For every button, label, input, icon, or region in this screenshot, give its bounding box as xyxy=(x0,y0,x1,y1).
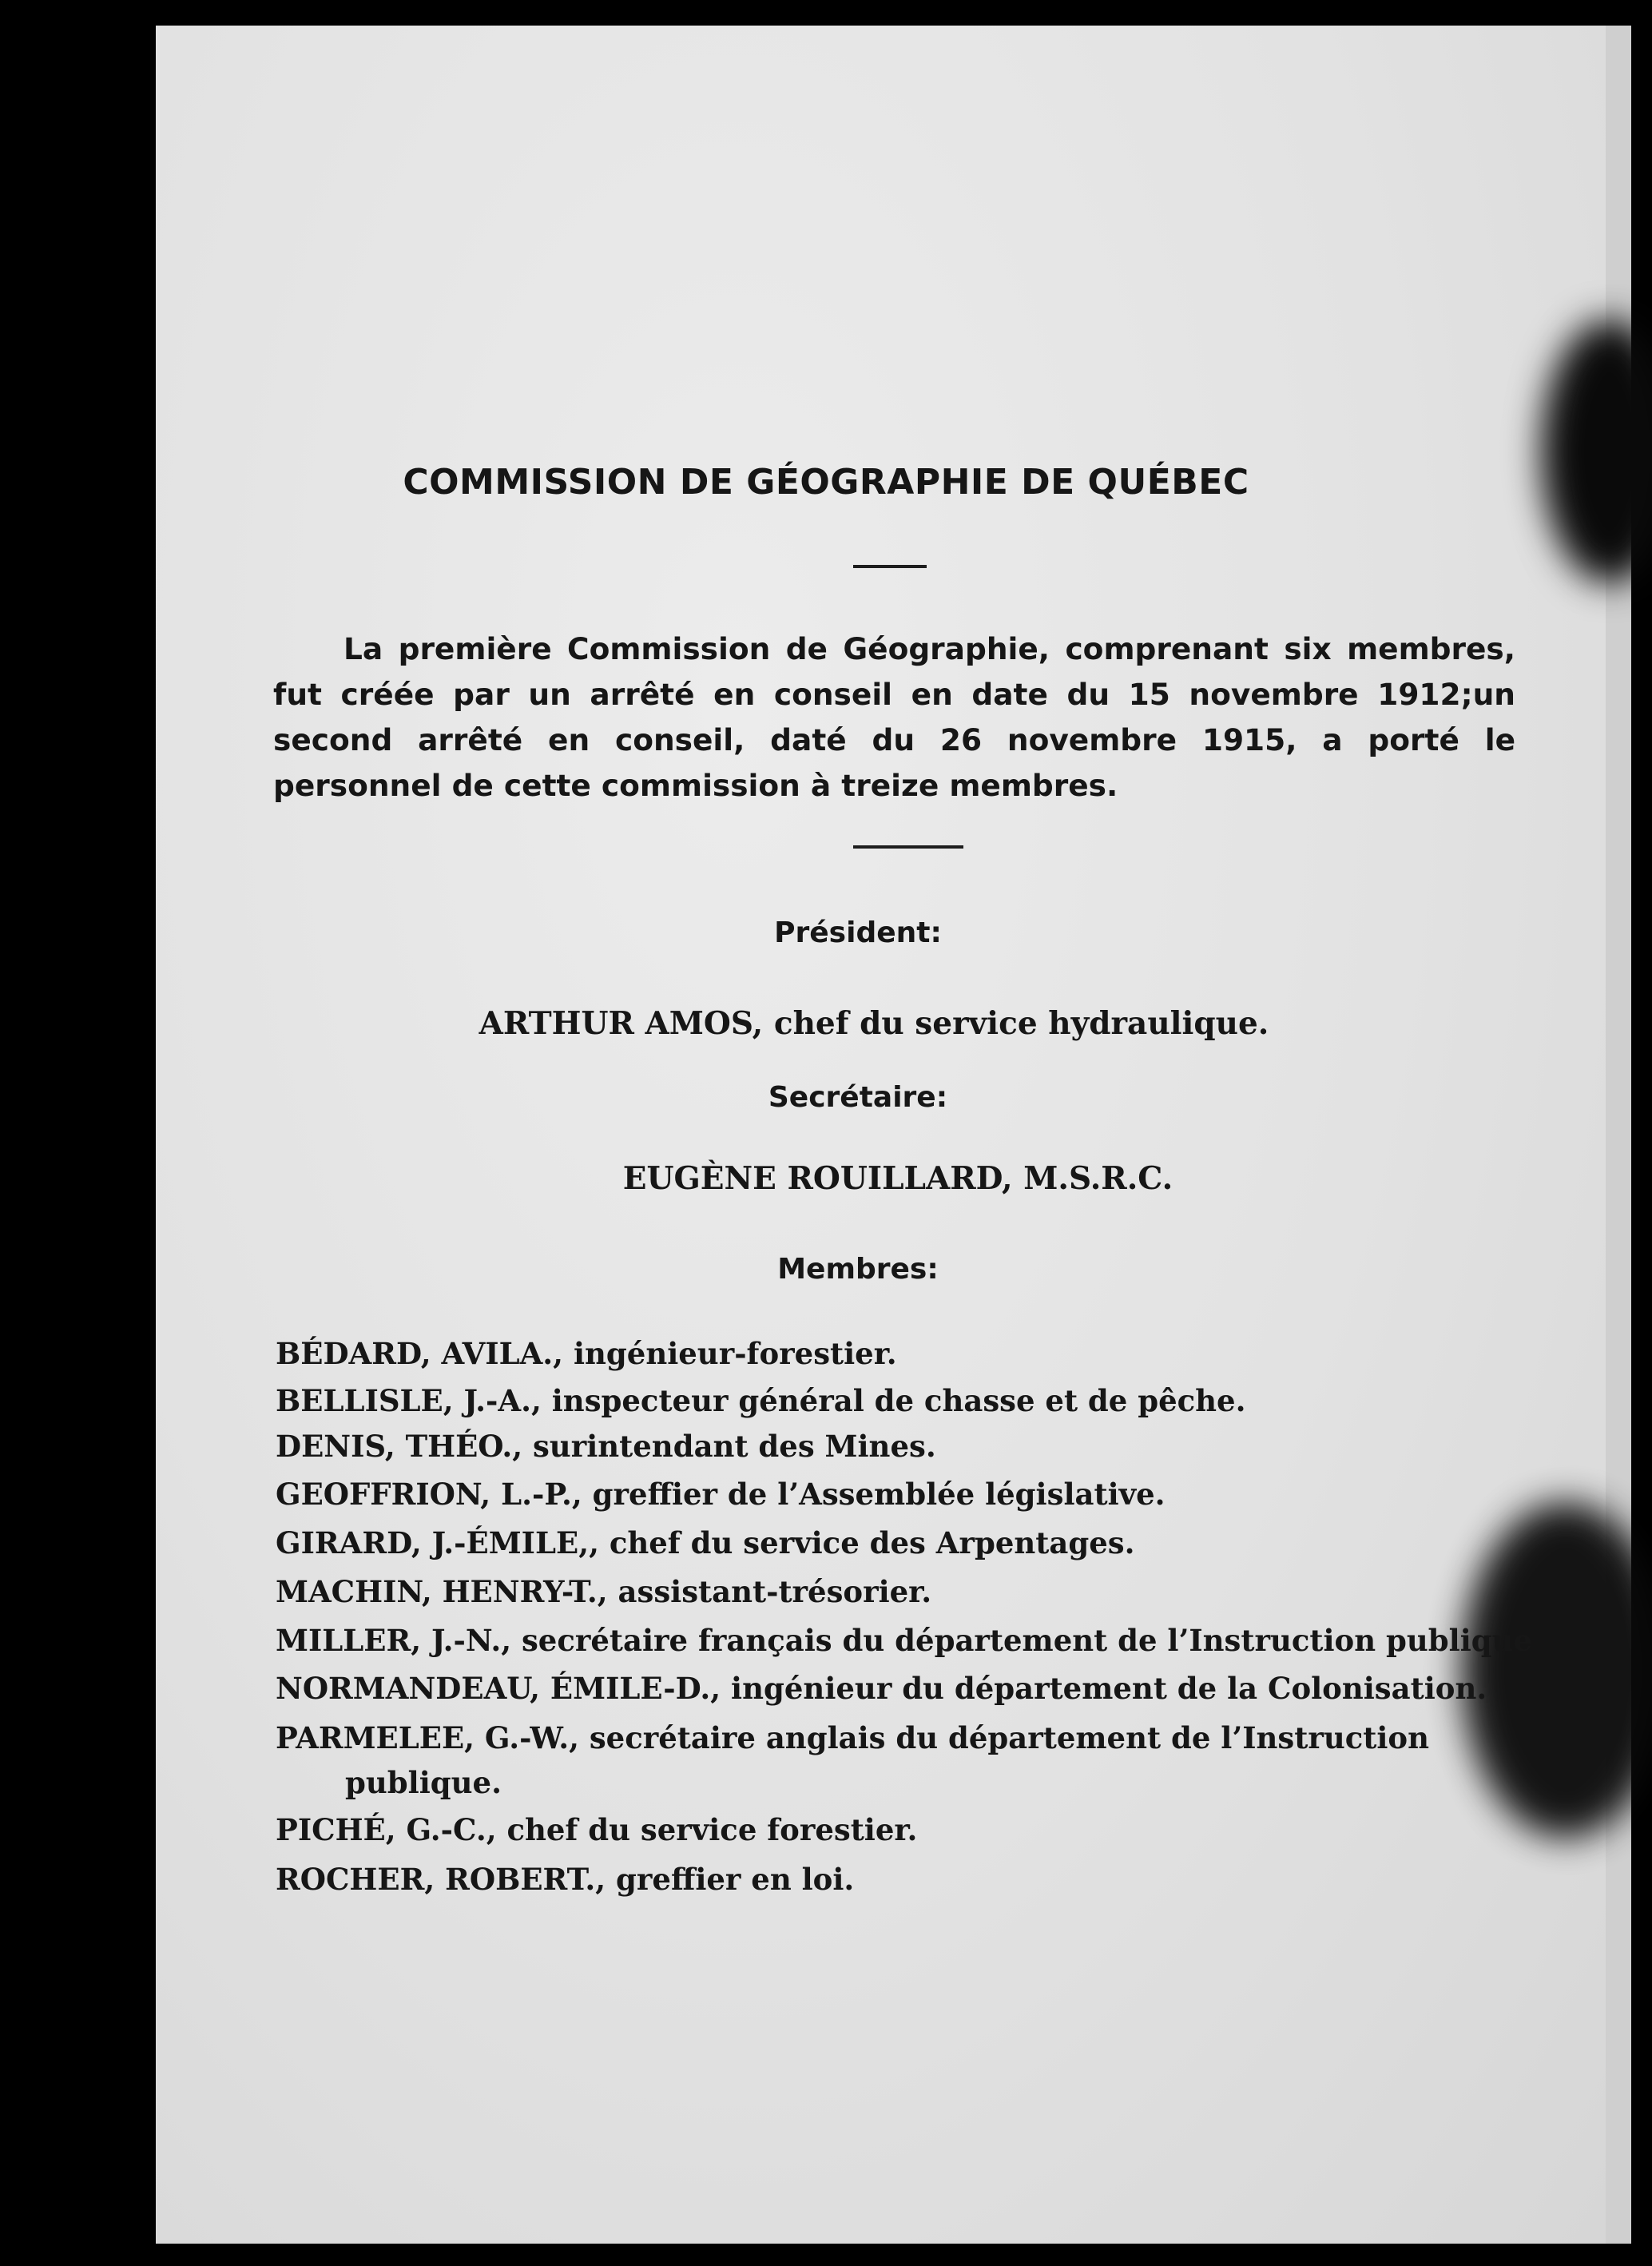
member-entry-continuation: publique. xyxy=(345,1765,502,1800)
title-divider xyxy=(853,565,927,568)
member-entry: DENIS, THÉO., surintendant des Mines. xyxy=(276,1429,936,1464)
member-entry: GIRARD, J.-ÉMILE,, chef du service des Arpentages. xyxy=(276,1525,1135,1560)
intro-paragraph: La première Commission de Géographie, comprenant six membres, fut créée par un arrêté en conseil en date du 15 novembre 1912;un second arrêté en conseil, daté du 26 novembre 1915, a porté le personnel de cette commission à treize membres. xyxy=(273,631,1515,803)
member-entry: BELLISLE, J.-A., inspecteur général de chasse et de pêche. xyxy=(276,1383,1246,1418)
intro-divider xyxy=(853,845,963,849)
document-title: COMMISSION DE GÉOGRAPHIE DE QUÉBEC xyxy=(403,462,1249,503)
member-entry: ROCHER, ROBERT., greffier en loi. xyxy=(276,1862,855,1897)
secretary-entry: EUGÈNE ROUILLARD, M.S.R.C. xyxy=(622,1160,1173,1197)
document-page xyxy=(156,26,1606,2244)
member-entry: NORMANDEAU, ÉMILE-D., ingénieur du département de la Colonisation. xyxy=(276,1671,1487,1706)
president-heading: Président: xyxy=(774,916,942,949)
member-entry: GEOFFRION, L.-P., greffier de l’Assemblée législative. xyxy=(276,1477,1166,1512)
member-entry: MACHIN, HENRY-T., assistant-trésorier. xyxy=(276,1574,932,1609)
member-entry: PICHÉ, G.-C., chef du service forestier. xyxy=(276,1812,918,1847)
secretary-heading: Secrétaire: xyxy=(768,1081,948,1114)
member-entry: MILLER, J.-N., secrétaire français du département de l’Instruction publique xyxy=(276,1623,1533,1658)
members-heading: Membres: xyxy=(777,1253,939,1286)
member-entry: PARMELEE, G.-W., secrétaire anglais du département de l’Instruction xyxy=(276,1720,1429,1755)
member-entry: BÉDARD, AVILA., ingénieur-forestier. xyxy=(276,1336,897,1371)
president-entry: ARTHUR AMOS, chef du service hydraulique. xyxy=(479,1005,1269,1042)
